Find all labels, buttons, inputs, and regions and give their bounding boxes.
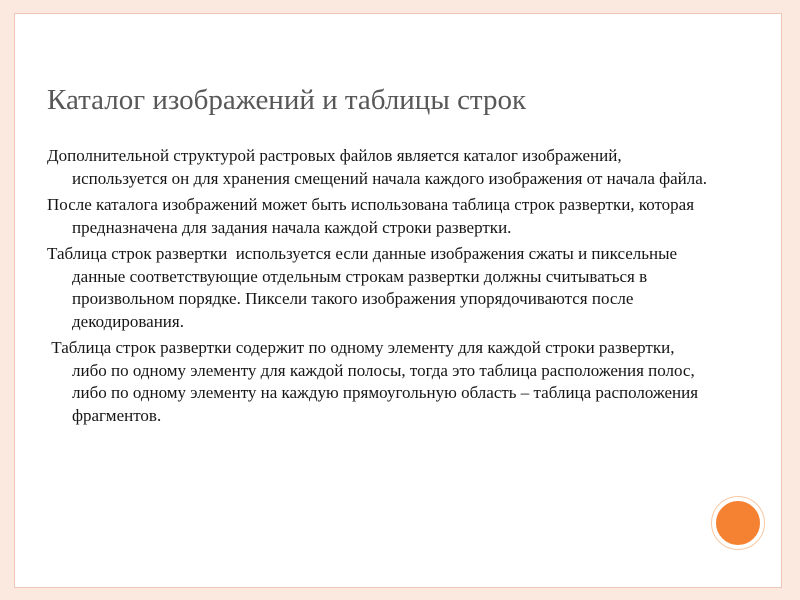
slide-title: Каталог изображений и таблицы строк — [47, 84, 527, 116]
paragraph-3: Таблица строк развертки используется если данные изображения сжаты и пиксельные данные соответствующие отдельным строкам развертки должны считываться в произвольном порядке. Пиксели такого изображения упорядочиваются после декодирования. — [47, 244, 682, 331]
paragraph-4: Таблица строк развертки содержит по одному элементу для каждой строки развертки, либо по одному элементу для каждой полосы, тогда это таблица расположения полос, либо по одному элементу на каждую прямоугольную область – таблица расположения фрагментов. — [47, 338, 703, 425]
slide-body — [47, 145, 712, 431]
accent-circle-decoration — [713, 498, 763, 548]
paragraph-1: Дополнительной структурой растровых файлов является каталог изображений, используется он для хранения смещений начала каждого изображения от начала файла. — [47, 146, 708, 188]
paragraph-2: После каталога изображений может быть использована таблица строк развертки, которая предназначена для задания начала каждой строки развертки. — [47, 195, 699, 237]
